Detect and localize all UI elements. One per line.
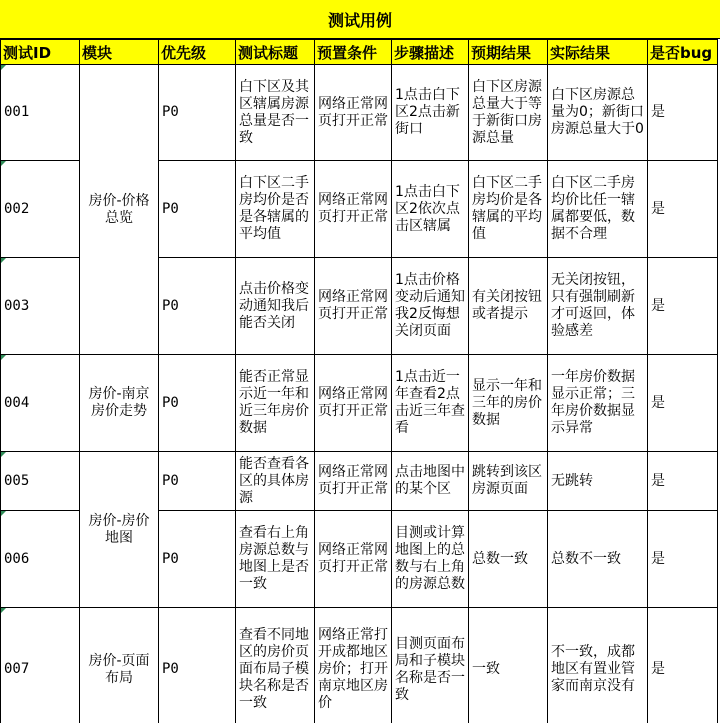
- cell-actual[interactable]: 不一致，成都地区有置业管家而南京没有: [548, 608, 648, 723]
- cell-title[interactable]: 能否正常显示近一年和近三年房价数据: [236, 355, 315, 452]
- col-header-steps[interactable]: 步骤描述: [392, 40, 469, 65]
- col-header-title[interactable]: 测试标题: [236, 40, 315, 65]
- col-header-priority[interactable]: 优先级: [159, 40, 236, 65]
- cell-is-bug[interactable]: 是: [648, 355, 718, 452]
- cell-title[interactable]: 能否查看各区的具体房源: [236, 452, 315, 511]
- cell-id[interactable]: [1, 258, 80, 355]
- col-header-actual[interactable]: 实际结果: [548, 40, 648, 65]
- cell-title[interactable]: 查看右上角房源总数与地图上是否一致: [236, 511, 315, 608]
- cell-expected[interactable]: 跳转到该区房源页面: [469, 452, 548, 511]
- col-header-expected[interactable]: 预期结果: [469, 40, 548, 65]
- table-row: [1, 608, 718, 723]
- table-row: [1, 65, 718, 161]
- col-header-id[interactable]: 测试ID: [1, 40, 80, 65]
- col-header-module[interactable]: 模块: [80, 40, 159, 65]
- cell-id[interactable]: [1, 511, 80, 608]
- cell-id[interactable]: [1, 355, 80, 452]
- cell-priority[interactable]: P0: [159, 65, 236, 161]
- cell-id-text: 003: [4, 297, 30, 314]
- cell-title[interactable]: 点击价格变动通知我后能否关闭: [236, 258, 315, 355]
- cell-module[interactable]: 房价-页面布局: [80, 608, 159, 723]
- comment-marker-icon: [1, 608, 6, 613]
- cell-priority[interactable]: P0: [159, 355, 236, 452]
- cell-actual[interactable]: 无关闭按钮，只有强制刷新才可返回，体验感差: [548, 258, 648, 355]
- comment-marker-icon: [1, 452, 6, 457]
- cell-priority[interactable]: P0: [159, 452, 236, 511]
- cell-module[interactable]: 房价-房价地图: [80, 452, 159, 608]
- table-row: [1, 355, 718, 452]
- cell-steps[interactable]: 1点击价格变动后通知我2反悔想关闭页面: [392, 258, 469, 355]
- comment-marker-icon: [1, 161, 6, 166]
- test-case-table: [0, 39, 718, 723]
- cell-id-text: 002: [4, 200, 30, 217]
- cell-actual[interactable]: 白下区房源总量为0；新街口房源总量大于0: [548, 65, 648, 161]
- cell-title[interactable]: 查看不同地区的房价页面布局子模块名称是否一致: [236, 608, 315, 723]
- cell-steps[interactable]: 点击地图中的某个区: [392, 452, 469, 511]
- cell-precondition[interactable]: 网络正常网页打开正常: [315, 161, 392, 258]
- cell-is-bug[interactable]: 是: [648, 161, 718, 258]
- cell-is-bug[interactable]: 是: [648, 258, 718, 355]
- cell-actual[interactable]: 总数不一致: [548, 511, 648, 608]
- cell-expected[interactable]: 白下区房源总量大于等于新街口房源总量: [469, 65, 548, 161]
- cell-precondition[interactable]: 网络正常网页打开正常: [315, 355, 392, 452]
- col-header-precondition[interactable]: 预置条件: [315, 40, 392, 65]
- cell-is-bug[interactable]: 是: [648, 608, 718, 723]
- col-header-is-bug[interactable]: 是否bug: [648, 40, 718, 65]
- cell-steps[interactable]: 1点击白下区2依次点击区辖属: [392, 161, 469, 258]
- cell-title[interactable]: 白下区二手房均价是否是各辖属的平均值: [236, 161, 315, 258]
- comment-marker-icon: [1, 355, 6, 360]
- cell-is-bug[interactable]: 是: [648, 511, 718, 608]
- cell-precondition[interactable]: 网络正常网页打开正常: [315, 258, 392, 355]
- cell-is-bug[interactable]: 是: [648, 65, 718, 161]
- cell-actual[interactable]: 无跳转: [548, 452, 648, 511]
- cell-expected[interactable]: 显示一年和三年的房价数据: [469, 355, 548, 452]
- cell-id[interactable]: [1, 65, 80, 161]
- comment-marker-icon: [1, 65, 6, 70]
- cell-steps[interactable]: 目测页面布局和子模块名称是否一致: [392, 608, 469, 723]
- cell-actual[interactable]: 白下区二手房均价比任一辖属都要低，数据不合理: [548, 161, 648, 258]
- cell-priority[interactable]: P0: [159, 161, 236, 258]
- cell-id-text: 001: [4, 104, 30, 120]
- cell-precondition[interactable]: 网络正常网页打开正常: [315, 511, 392, 608]
- cell-precondition[interactable]: 网络正常打开成都地区房价；打开南京地区房价: [315, 608, 392, 723]
- cell-expected[interactable]: 白下区二手房均价是各辖属的平均值: [469, 161, 548, 258]
- cell-expected[interactable]: 有关闭按钮或者提示: [469, 258, 548, 355]
- cell-precondition[interactable]: 网络正常网页打开正常: [315, 65, 392, 161]
- cell-steps[interactable]: 1点击近一年查看2点击近三年查看: [392, 355, 469, 452]
- cell-precondition[interactable]: 网络正常网页打开正常: [315, 452, 392, 511]
- cell-module[interactable]: 房价-价格总览: [80, 65, 159, 355]
- cell-title[interactable]: 白下区及其区辖属房源总量是否一致: [236, 65, 315, 161]
- cell-priority[interactable]: P0: [159, 608, 236, 723]
- header-row: [1, 40, 718, 65]
- cell-priority[interactable]: P0: [159, 258, 236, 355]
- sheet-title[interactable]: 测试用例: [0, 0, 720, 39]
- cell-expected[interactable]: 总数一致: [469, 511, 548, 608]
- cell-steps[interactable]: 目测或计算地图上的总数与右上角的房源总数: [392, 511, 469, 608]
- cell-id-text: 006: [4, 550, 30, 567]
- cell-module[interactable]: 房价-南京房价走势: [80, 355, 159, 452]
- cell-id[interactable]: [1, 161, 80, 258]
- cell-id-text: 005: [4, 472, 30, 489]
- comment-marker-icon: [1, 511, 6, 516]
- cell-id-text: 004: [4, 394, 30, 411]
- cell-expected[interactable]: 一致: [469, 608, 548, 723]
- cell-id-text: 007: [4, 661, 30, 677]
- cell-steps[interactable]: 1点击白下区2点击新街口: [392, 65, 469, 161]
- cell-id[interactable]: [1, 452, 80, 511]
- table-row: [1, 452, 718, 511]
- comment-marker-icon: [1, 258, 6, 263]
- cell-actual[interactable]: 一年房价数据显示正常；三年房价数据显示异常: [548, 355, 648, 452]
- cell-priority[interactable]: P0: [159, 511, 236, 608]
- cell-is-bug[interactable]: 是: [648, 452, 718, 511]
- cell-id[interactable]: [1, 608, 80, 723]
